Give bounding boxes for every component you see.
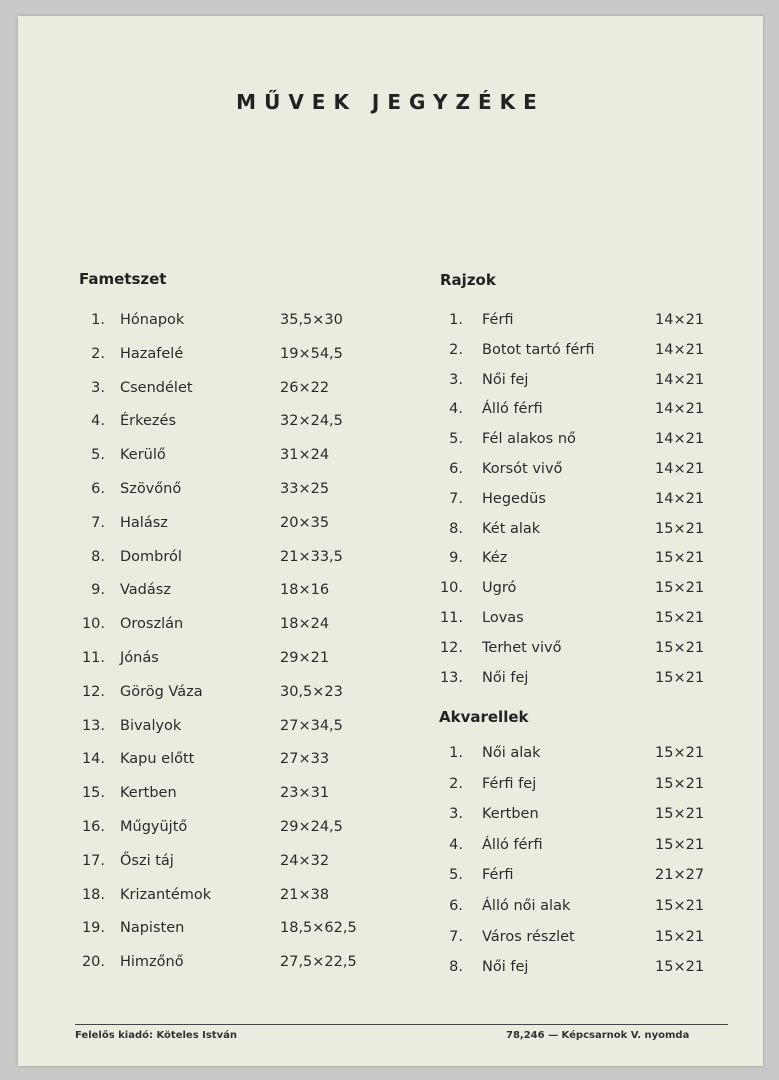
item-number: 20. [81,954,105,971]
item-number: 5. [449,431,463,448]
item-dimensions: 15×21 [655,550,705,567]
item-number: 4. [449,836,463,853]
rajzok-item-4 [18,401,763,425]
item-dimensions: 19×54,5 [280,345,343,362]
item-number: 8. [91,548,105,565]
item-title: Hónapok [120,312,185,328]
item-number: 5. [91,447,105,464]
item-number: 7. [91,514,105,531]
item-title: Kertben [482,806,539,823]
item-dimensions: 15×21 [655,520,705,537]
item-number: 11. [439,610,463,626]
item-title: Terhet vivő [482,639,562,656]
rajzok-item-3 [18,372,763,396]
akvarellek-item-2 [18,776,763,800]
item-number: 3. [449,371,463,388]
item-title: Műgyüjtő [120,819,188,835]
akvarellek-item-4 [18,837,763,861]
item-dimensions: 27,5×22,5 [280,954,357,971]
item-dimensions: 35,5×30 [280,312,343,328]
item-dimensions: 15×21 [655,836,705,853]
item-title: Két alak [482,520,541,537]
item-title: Női fej [482,669,529,686]
item-dimensions: 14×21 [655,461,705,477]
rajzok-item-11 [18,610,763,634]
item-number: 7. [449,490,463,507]
item-title: Álló férfi [482,836,543,853]
item-number: 1. [449,745,463,761]
item-title: Korsót vivő [482,461,563,477]
page-title: MŰVEK JEGYZÉKE [236,90,545,114]
item-title: Halász [120,514,168,531]
item-title: Kertben [120,785,177,802]
item-dimensions: 15×21 [655,775,705,792]
item-title: Város részlet [482,928,575,945]
item-dimensions: 14×21 [655,371,705,388]
item-number: 18. [81,886,105,903]
item-number: 2. [449,775,463,792]
item-title: Férfi [482,312,514,328]
item-number: 11. [81,650,105,666]
item-dimensions: 15×21 [655,959,705,976]
item-dimensions: 14×21 [655,431,705,448]
item-number: 10. [439,580,463,597]
item-dimensions: 14×21 [655,490,705,507]
akvarellek-item-6 [18,898,763,922]
item-number: 4. [91,413,105,430]
item-number: 13. [81,717,105,734]
item-title: Álló férfi [482,401,543,418]
item-dimensions: 15×21 [655,639,705,656]
item-number: 17. [81,852,105,869]
akvarellek-item-7 [18,929,763,953]
fametszet-item-13 [18,718,763,742]
item-title: Napisten [120,920,185,937]
item-dimensions: 24×32 [280,852,330,869]
item-dimensions: 15×21 [655,610,705,626]
item-dimensions: 15×21 [655,806,705,823]
item-number: 4. [449,401,463,418]
item-title: Vadász [120,582,171,599]
item-title: Női fej [482,959,529,976]
item-number: 6. [449,461,463,477]
catalogue-sheet [18,16,763,1066]
rajzok-item-2 [18,342,763,366]
item-title: Női alak [482,745,541,761]
rajzok-item-8 [18,521,763,545]
item-dimensions: 15×21 [655,928,705,945]
item-number: 8. [449,520,463,537]
item-number: 2. [91,345,105,362]
item-title: Kerülő [120,447,166,464]
item-dimensions: 14×21 [655,312,705,328]
akvarellek-item-3 [18,806,763,830]
item-dimensions: 15×21 [655,669,705,686]
item-dimensions: 21×27 [655,867,705,884]
akvarellek-item-8 [18,959,763,983]
item-dimensions: 27×34,5 [280,717,343,734]
item-title: Férfi fej [482,775,537,792]
item-number: 14. [81,751,105,768]
item-dimensions: 32×24,5 [280,413,343,430]
item-title: Őszi táj [120,852,174,869]
item-number: 16. [81,819,105,835]
item-title: Fél alakos nő [482,431,576,448]
item-title: Érkezés [120,413,177,430]
section-akvarellek-heading: Akvarellek [439,708,529,726]
item-number: 5. [449,867,463,884]
footer-publisher: Felelős kiadó: Köteles István [75,1030,237,1041]
item-number: 3. [449,806,463,823]
item-number: 1. [449,312,463,328]
akvarellek-item-5 [18,867,763,891]
akvarellek-item-1 [18,745,763,769]
item-number: 9. [91,582,105,599]
item-dimensions: 20×35 [280,514,330,531]
rajzok-item-5 [18,431,763,455]
item-dimensions: 14×21 [655,401,705,418]
item-title: Kapu előtt [120,751,195,768]
item-dimensions: 21×33,5 [280,548,343,565]
item-number: 9. [449,550,463,567]
rajzok-item-1 [18,312,763,336]
item-title: Krizantémok [120,886,212,903]
item-title: Álló női alak [482,898,571,914]
item-number: 7. [449,928,463,945]
item-number: 6. [91,481,105,497]
item-number: 2. [449,341,463,358]
section-fametszet-heading: Fametszet [79,270,167,288]
item-title: Női fej [482,371,529,388]
rajzok-item-7 [18,491,763,515]
item-number: 19. [81,920,105,937]
section-rajzok-heading: Rajzok [440,271,496,289]
item-dimensions: 26×22 [280,379,330,396]
item-dimensions: 15×21 [655,745,705,761]
rajzok-item-6 [18,461,763,485]
item-number: 12. [81,683,105,700]
item-dimensions: 15×21 [655,898,705,914]
item-dimensions: 18×24 [280,616,330,633]
item-dimensions: 29×24,5 [280,819,343,835]
item-dimensions: 23×31 [280,785,330,802]
item-title: Jónás [120,650,159,666]
item-dimensions: 31×24 [280,447,330,464]
item-dimensions: 30,5×23 [280,683,343,700]
item-dimensions: 21×38 [280,886,330,903]
rajzok-item-10 [18,580,763,604]
item-dimensions: 15×21 [655,580,705,597]
rajzok-item-9 [18,550,763,574]
item-dimensions: 29×21 [280,650,330,666]
rajzok-item-13 [18,670,763,694]
item-title: Szövőnő [120,481,182,497]
item-title: Bivalyok [120,717,182,734]
footer-divider [75,1024,728,1025]
footer-printer: 78,246 — Képcsarnok V. nyomda [506,1030,690,1041]
item-title: Görög Váza [120,683,203,700]
item-title: Csendélet [120,379,193,396]
item-title: Botot tartó férfi [482,341,595,358]
item-number: 15. [81,785,105,802]
item-number: 6. [449,898,463,914]
item-title: Férfi [482,867,514,884]
item-title: Hazafelé [120,345,184,362]
item-dimensions: 14×21 [655,341,705,358]
item-number: 8. [449,959,463,976]
item-dimensions: 18×16 [280,582,330,599]
item-dimensions: 27×33 [280,751,330,768]
item-title: Himzőnő [120,954,184,971]
item-number: 12. [439,639,463,656]
item-number: 13. [439,669,463,686]
item-title: Ugró [482,580,517,597]
item-dimensions: 18,5×62,5 [280,920,357,937]
item-title: Kéz [482,550,508,567]
item-title: Lovas [482,610,524,626]
item-number: 1. [91,312,105,328]
rajzok-item-12 [18,640,763,664]
item-dimensions: 33×25 [280,481,330,497]
item-number: 10. [81,616,105,633]
item-title: Hegedüs [482,490,546,507]
item-title: Dombról [120,548,182,565]
item-title: Oroszlán [120,616,184,633]
item-number: 3. [91,379,105,396]
